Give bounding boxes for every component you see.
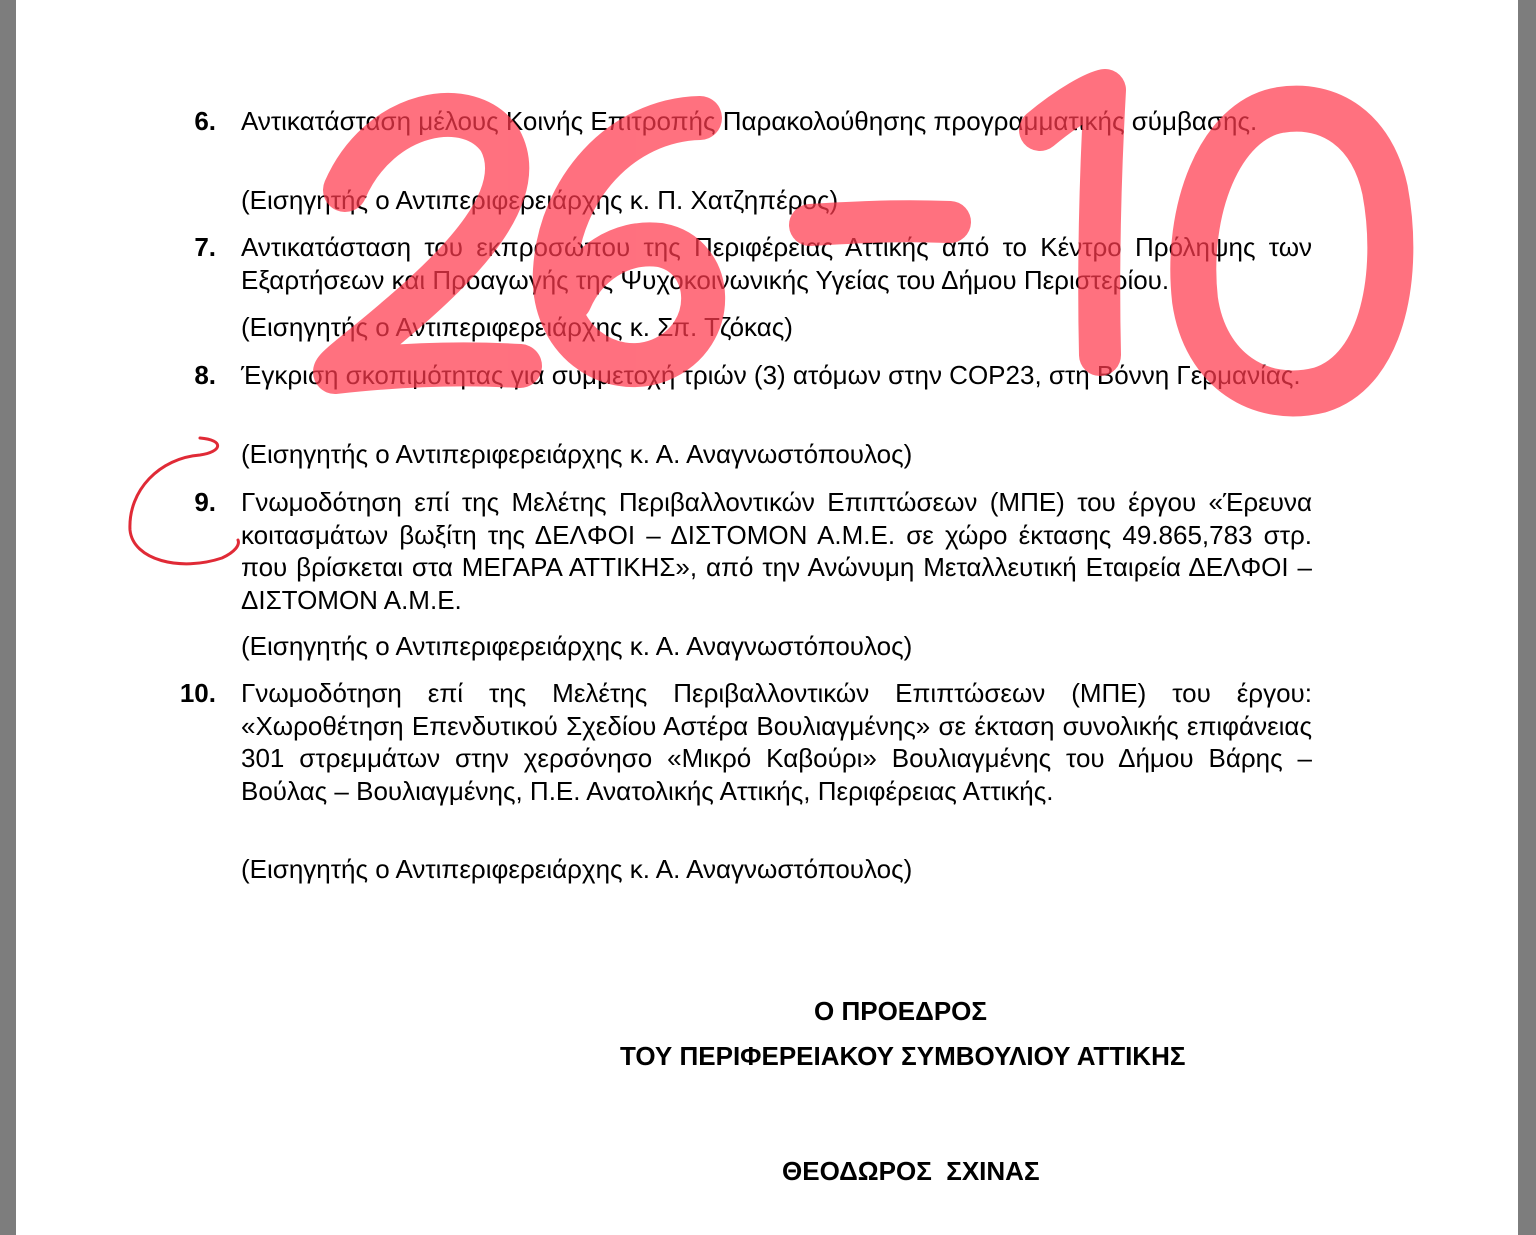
signature-name: ΘΕΟΔΩΡΟΣ ΣΧΙΝΑΣ xyxy=(782,1156,1040,1186)
item-text: Έγκριση σκοπιμότητας για συμμετοχή τριών (3) ατόμων στην COP23, στη Βόννη Γερμανίας. xyxy=(241,360,1301,390)
item-text: Γνωμοδότηση επί της Μελέτης Περιβαλλοντικών Επιπτώσεων (ΜΠΕ) του έργου: «Χωροθέτηση Επενδυτικού Σχεδίου Αστέρα Βουλιαγμένης» σε έκταση συνολικής επιφάνειας 301 στρεμμάτων στην χερσόνησο «Μικρό Καβούρι» Βουλιαγμένης του Δήμου Βάρης – Βούλας – Βουλιαγμένης, Π.Ε. Ανατολικής Αττικής, Περιφέρειας Αττικής. xyxy=(241,678,1312,806)
signature-role-line1: Ο ΠΡΟΕΔΡΟΣ xyxy=(814,996,987,1026)
item-rapporteur: (Εισηγητής ο Αντιπεριφερειάρχης κ. Α. Αναγνωστόπουλος) xyxy=(241,439,913,469)
signature-role-line2: ΤΟΥ ΠΕΡΙΦΕΡΕΙΑΚΟΥ ΣΥΜΒΟΥΛΙΟΥ ΑΤΤΙΚΗΣ xyxy=(620,1041,1186,1071)
item-number: 8. xyxy=(194,360,216,390)
document-page xyxy=(16,0,1518,1235)
item-text: Γνωμοδότηση επί της Μελέτης Περιβαλλοντικών Επιπτώσεων (ΜΠΕ) του έργου «Έρευνα κοιτασμάτων βωξίτη της ΔΕΛΦΟΙ – ΔΙΣΤΟΜΟΝ Α.Μ.Ε. σε χώρο έκτασης 49.865,783 στρ. που βρίσκεται στα ΜΕΓΑΡΑ ΑΤΤΙΚΗΣ», από την Ανώνυμη Μεταλλευτική Εταιρεία ΔΕΛΦΟΙ – ΔΙΣΤΟΜΟΝ Α.Μ.Ε. xyxy=(241,487,1312,615)
item-rapporteur: (Εισηγητής ο Αντιπεριφερειάρχης κ. Σπ. Τζόκας) xyxy=(241,312,793,342)
item-rapporteur: (Εισηγητής ο Αντιπεριφερειάρχης κ. Α. Αναγνωστόπουλος) xyxy=(241,631,913,661)
item-text: Αντικατάσταση του εκπροσώπου της Περιφέρειας Αττικής από το Κέντρο Πρόληψης των Εξαρτήσεων και Προαγωγής της Ψυχοκοινωνικής Υγείας του Δήμου Περιστερίου. xyxy=(241,232,1312,295)
item-number: 6. xyxy=(194,106,216,136)
item-rapporteur: (Εισηγητής ο Αντιπεριφερειάρχης κ. Α. Αναγνωστόπουλος) xyxy=(241,854,913,884)
item-number: 9. xyxy=(194,487,216,517)
item-text: Αντικατάσταση μέλους Κοινής Επιτροπής Παρακολούθησης προγραμματικής σύμβασης. xyxy=(241,106,1258,136)
item-rapporteur: (Εισηγητής ο Αντιπεριφερειάρχης κ. Π. Χατζηπέρος) xyxy=(241,185,839,215)
item-number: 10. xyxy=(179,678,216,708)
item-number: 7. xyxy=(194,232,216,262)
